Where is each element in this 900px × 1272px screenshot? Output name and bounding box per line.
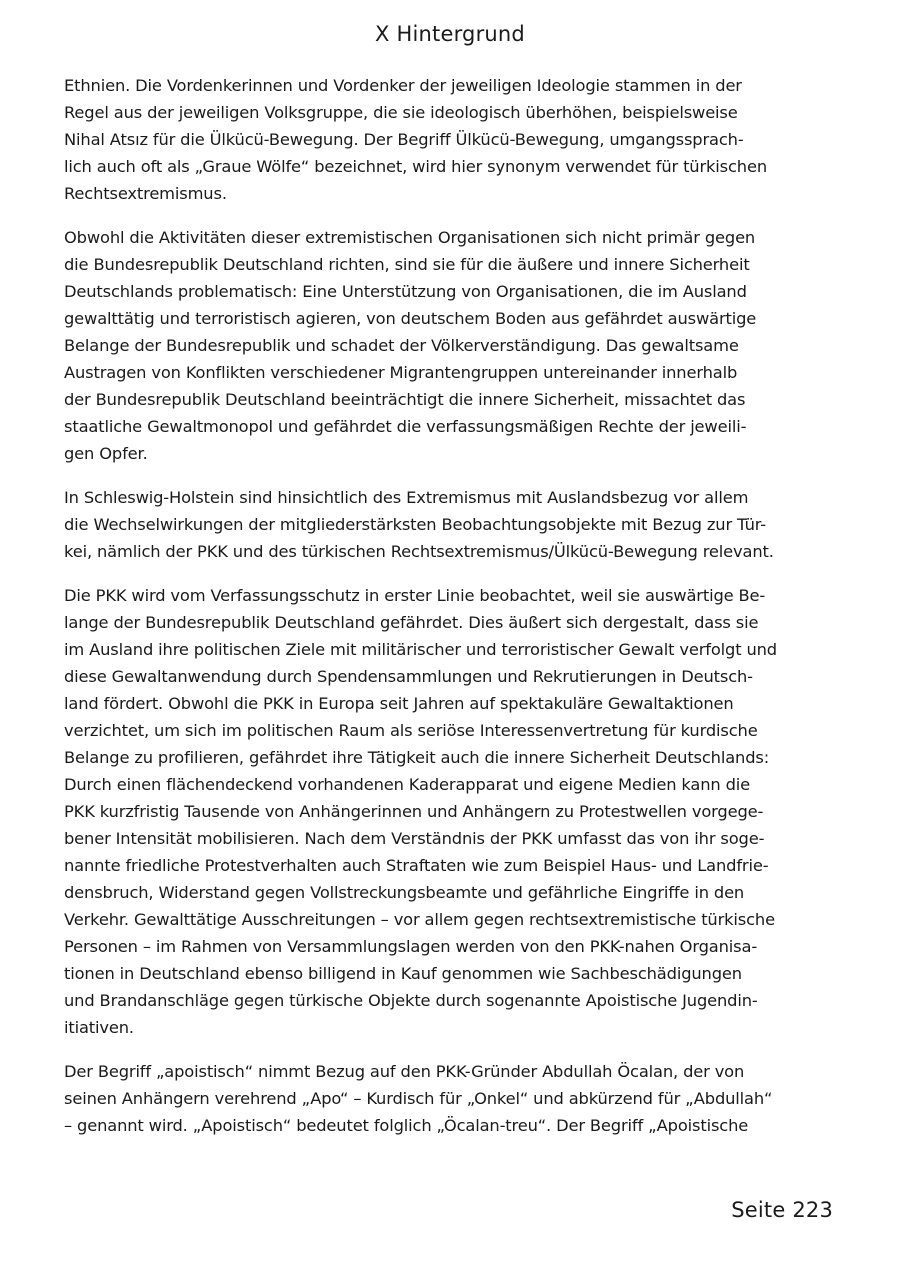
text-line: lich auch oft als „Graue Wölfe“ bezeichnet, wird hier synonym verwendet für türkischen: [64, 157, 768, 176]
text-line: Rechtsextremismus.: [64, 184, 227, 203]
text-line: die Wechselwirkungen der mitgliederstärksten Beobachtungsobjekte mit Bezug zur Tür-: [64, 515, 766, 534]
page-number: Seite 223: [731, 1198, 833, 1222]
text-line: Belange zu profilieren, gefährdet ihre Tätigkeit auch die innere Sicherheit Deutschlands:: [64, 748, 770, 767]
text-line: Obwohl die Aktivitäten dieser extremistischen Organisationen sich nicht primär gegen: [64, 228, 756, 247]
text-line: Nihal Atsız für die Ülkücü-Bewegung. Der Begriff Ülkücü-Bewegung, umgangssprach-: [64, 130, 744, 149]
text-line: Der Begriff „apoistisch“ nimmt Bezug auf den PKK-Gründer Abdullah Öcalan, der von: [64, 1062, 745, 1081]
paragraph-4: [64, 582, 834, 1041]
chapter-header: X Hintergrund: [375, 22, 525, 46]
paragraph-1: [64, 72, 834, 207]
text-line: tionen in Deutschland ebenso billigend in Kauf genommen wie Sachbeschädigungen: [64, 964, 742, 983]
text-line: im Ausland ihre politischen Ziele mit militärischer und terroristischer Gewalt verfolgt und: [64, 640, 777, 659]
text-line: Die PKK wird vom Verfassungsschutz in erster Linie beobachtet, weil sie auswärtige Be-: [64, 586, 766, 605]
text-line: und Brandanschläge gegen türkische Objekte durch sogenannte Apoistische Jugendin-: [64, 991, 758, 1010]
paragraph-5: [64, 1058, 834, 1139]
text-line: Deutschlands problematisch: Eine Unterstützung von Organisationen, die im Ausland: [64, 282, 747, 301]
text-line: kei, nämlich der PKK und des türkischen Rechtsextremismus/Ülkücü-Bewegung relevant.: [64, 542, 774, 561]
text-line: Personen – im Rahmen von Versammlungslagen werden von den PKK-nahen Organisa-: [64, 937, 758, 956]
text-line: gen Opfer.: [64, 444, 148, 463]
text-line: lange der Bundesrepublik Deutschland gefährdet. Dies äußert sich dergestalt, dass sie: [64, 613, 759, 632]
text-line: densbruch, Widerstand gegen Vollstreckungsbeamte und gefährliche Eingriffe in den: [64, 883, 745, 902]
text-line: nannte friedliche Protestverhalten auch Straftaten wie zum Beispiel Haus- und Landfrie-: [64, 856, 769, 875]
text-line: land fördert. Obwohl die PKK in Europa seit Jahren auf spektakuläre Gewaltaktionen: [64, 694, 734, 713]
paragraph-2: [64, 224, 834, 467]
paragraph-3: [64, 484, 834, 565]
text-line: verzichtet, um sich im politischen Raum als seriöse Interessenvertretung für kurdische: [64, 721, 758, 740]
text-line: seinen Anhängern verehrend „Apo“ – Kurdisch für „Onkel“ und abkürzend für „Abdullah“: [64, 1089, 773, 1108]
text-line: In Schleswig-Holstein sind hinsichtlich des Extremismus mit Auslandsbezug vor allem: [64, 488, 749, 507]
text-line: bener Intensität mobilisieren. Nach dem Verständnis der PKK umfasst das von ihr soge-: [64, 829, 765, 848]
text-line: Belange der Bundesrepublik und schadet der Völkerverständigung. Das gewaltsame: [64, 336, 739, 355]
text-line: gewalttätig und terroristisch agieren, von deutschem Boden aus gefährdet auswärtige: [64, 309, 757, 328]
text-line: Durch einen flächendeckend vorhandenen Kaderapparat und eigene Medien kann die: [64, 775, 751, 794]
text-line: der Bundesrepublik Deutschland beeinträchtigt die innere Sicherheit, missachtet das: [64, 390, 746, 409]
body-text: [64, 72, 834, 1156]
text-line: – genannt wird. „Apoistisch“ bedeutet folglich „Öcalan-treu“. Der Begriff „Apoistische: [64, 1116, 749, 1135]
text-line: Ethnien. Die Vordenkerinnen und Vordenker der jeweiligen Ideologie stammen in der: [64, 76, 742, 95]
text-line: diese Gewaltanwendung durch Spendensammlungen und Rekrutierungen in Deutsch-: [64, 667, 753, 686]
text-line: Austragen von Konflikten verschiedener Migrantengruppen untereinander innerhalb: [64, 363, 738, 382]
text-line: staatliche Gewaltmonopol und gefährdet die verfassungsmäßigen Rechte der jeweili-: [64, 417, 747, 436]
text-line: Verkehr. Gewalttätige Ausschreitungen – vor allem gegen rechtsextremistische türkische: [64, 910, 775, 929]
text-line: Regel aus der jeweiligen Volksgruppe, die sie ideologisch überhöhen, beispielsweise: [64, 103, 738, 122]
text-line: PKK kurzfristig Tausende von Anhängerinnen und Anhängern zu Protestwellen vorgege-: [64, 802, 764, 821]
text-line: die Bundesrepublik Deutschland richten, sind sie für die äußere und innere Sicherheit: [64, 255, 750, 274]
text-line: itiativen.: [64, 1018, 134, 1037]
